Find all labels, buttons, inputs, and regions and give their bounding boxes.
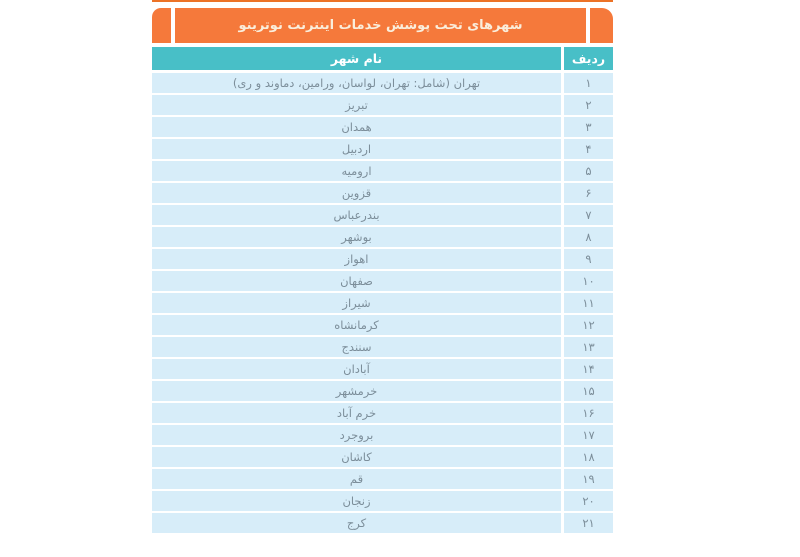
table-row [152,315,613,335]
coverage-table [152,0,613,535]
table-row [152,447,613,467]
row-city-name: همدان [152,117,561,137]
row-city-name: شیراز [152,293,561,313]
table-row [152,491,613,511]
table-row [152,139,613,159]
row-index: ۳ [564,117,613,137]
row-city-name: قزوین [152,183,561,203]
row-city-name: اهواز [152,249,561,269]
table-row [152,513,613,533]
row-index: ۱۷ [564,425,613,445]
row-index: ۱۹ [564,469,613,489]
row-index: ۱۲ [564,315,613,335]
row-city-name: بندرعباس [152,205,561,225]
table-row [152,73,613,93]
row-city-name: سنندج [152,337,561,357]
table-row [152,359,613,379]
table-row [152,227,613,247]
row-city-name: صفهان [152,271,561,291]
row-index: ۲۱ [564,513,613,533]
row-index: ۱ [564,73,613,93]
row-city-name: بوشهر [152,227,561,247]
row-city-name: خرم آباد [152,403,561,423]
header-index: ردیف [564,47,613,70]
row-index: ۷ [564,205,613,225]
table-row [152,161,613,181]
title-bar-left-cap [152,8,171,43]
row-city-name: کرج [152,513,561,533]
row-city-name: قم [152,469,561,489]
row-index: ۸ [564,227,613,247]
row-city-name: کرمانشاه [152,315,561,335]
row-city-name: تهران (شامل: تهران، لواسان، ورامین، دماوند و ری) [152,73,561,93]
table-row [152,381,613,401]
table-row [152,293,613,313]
header-city-name: نام شهر [152,47,561,70]
table-row [152,117,613,137]
table-row [152,205,613,225]
table-row [152,271,613,291]
table-row [152,425,613,445]
table-title-bar [152,8,613,43]
table-row [152,95,613,115]
row-index: ۴ [564,139,613,159]
row-index: ۱۸ [564,447,613,467]
title-bar-right-cap [590,8,613,43]
table-row [152,337,613,357]
table-header-row [152,47,613,70]
row-index: ۹ [564,249,613,269]
row-index: ۱۵ [564,381,613,401]
row-index: ۲ [564,95,613,115]
row-index: ۱۴ [564,359,613,379]
row-city-name: خرمشهر [152,381,561,401]
row-city-name: اردبیل [152,139,561,159]
row-city-name: تبریز [152,95,561,115]
row-index: ۲۰ [564,491,613,511]
table-body [152,73,613,533]
row-index: ۱۰ [564,271,613,291]
row-index: ۱۳ [564,337,613,357]
row-city-name: کاشان [152,447,561,467]
row-city-name: آبادان [152,359,561,379]
table-row [152,249,613,269]
table-row [152,403,613,423]
row-city-name: زنجان [152,491,561,511]
row-index: ۱۱ [564,293,613,313]
row-city-name: بروجرد [152,425,561,445]
table-row [152,469,613,489]
top-border-line [152,0,613,2]
row-index: ۵ [564,161,613,181]
row-index: ۱۶ [564,403,613,423]
table-row [152,183,613,203]
table-title: شهرهای تحت پوشش خدمات اینترنت نوترینو [175,8,586,43]
row-index: ۶ [564,183,613,203]
row-city-name: ارومیه [152,161,561,181]
